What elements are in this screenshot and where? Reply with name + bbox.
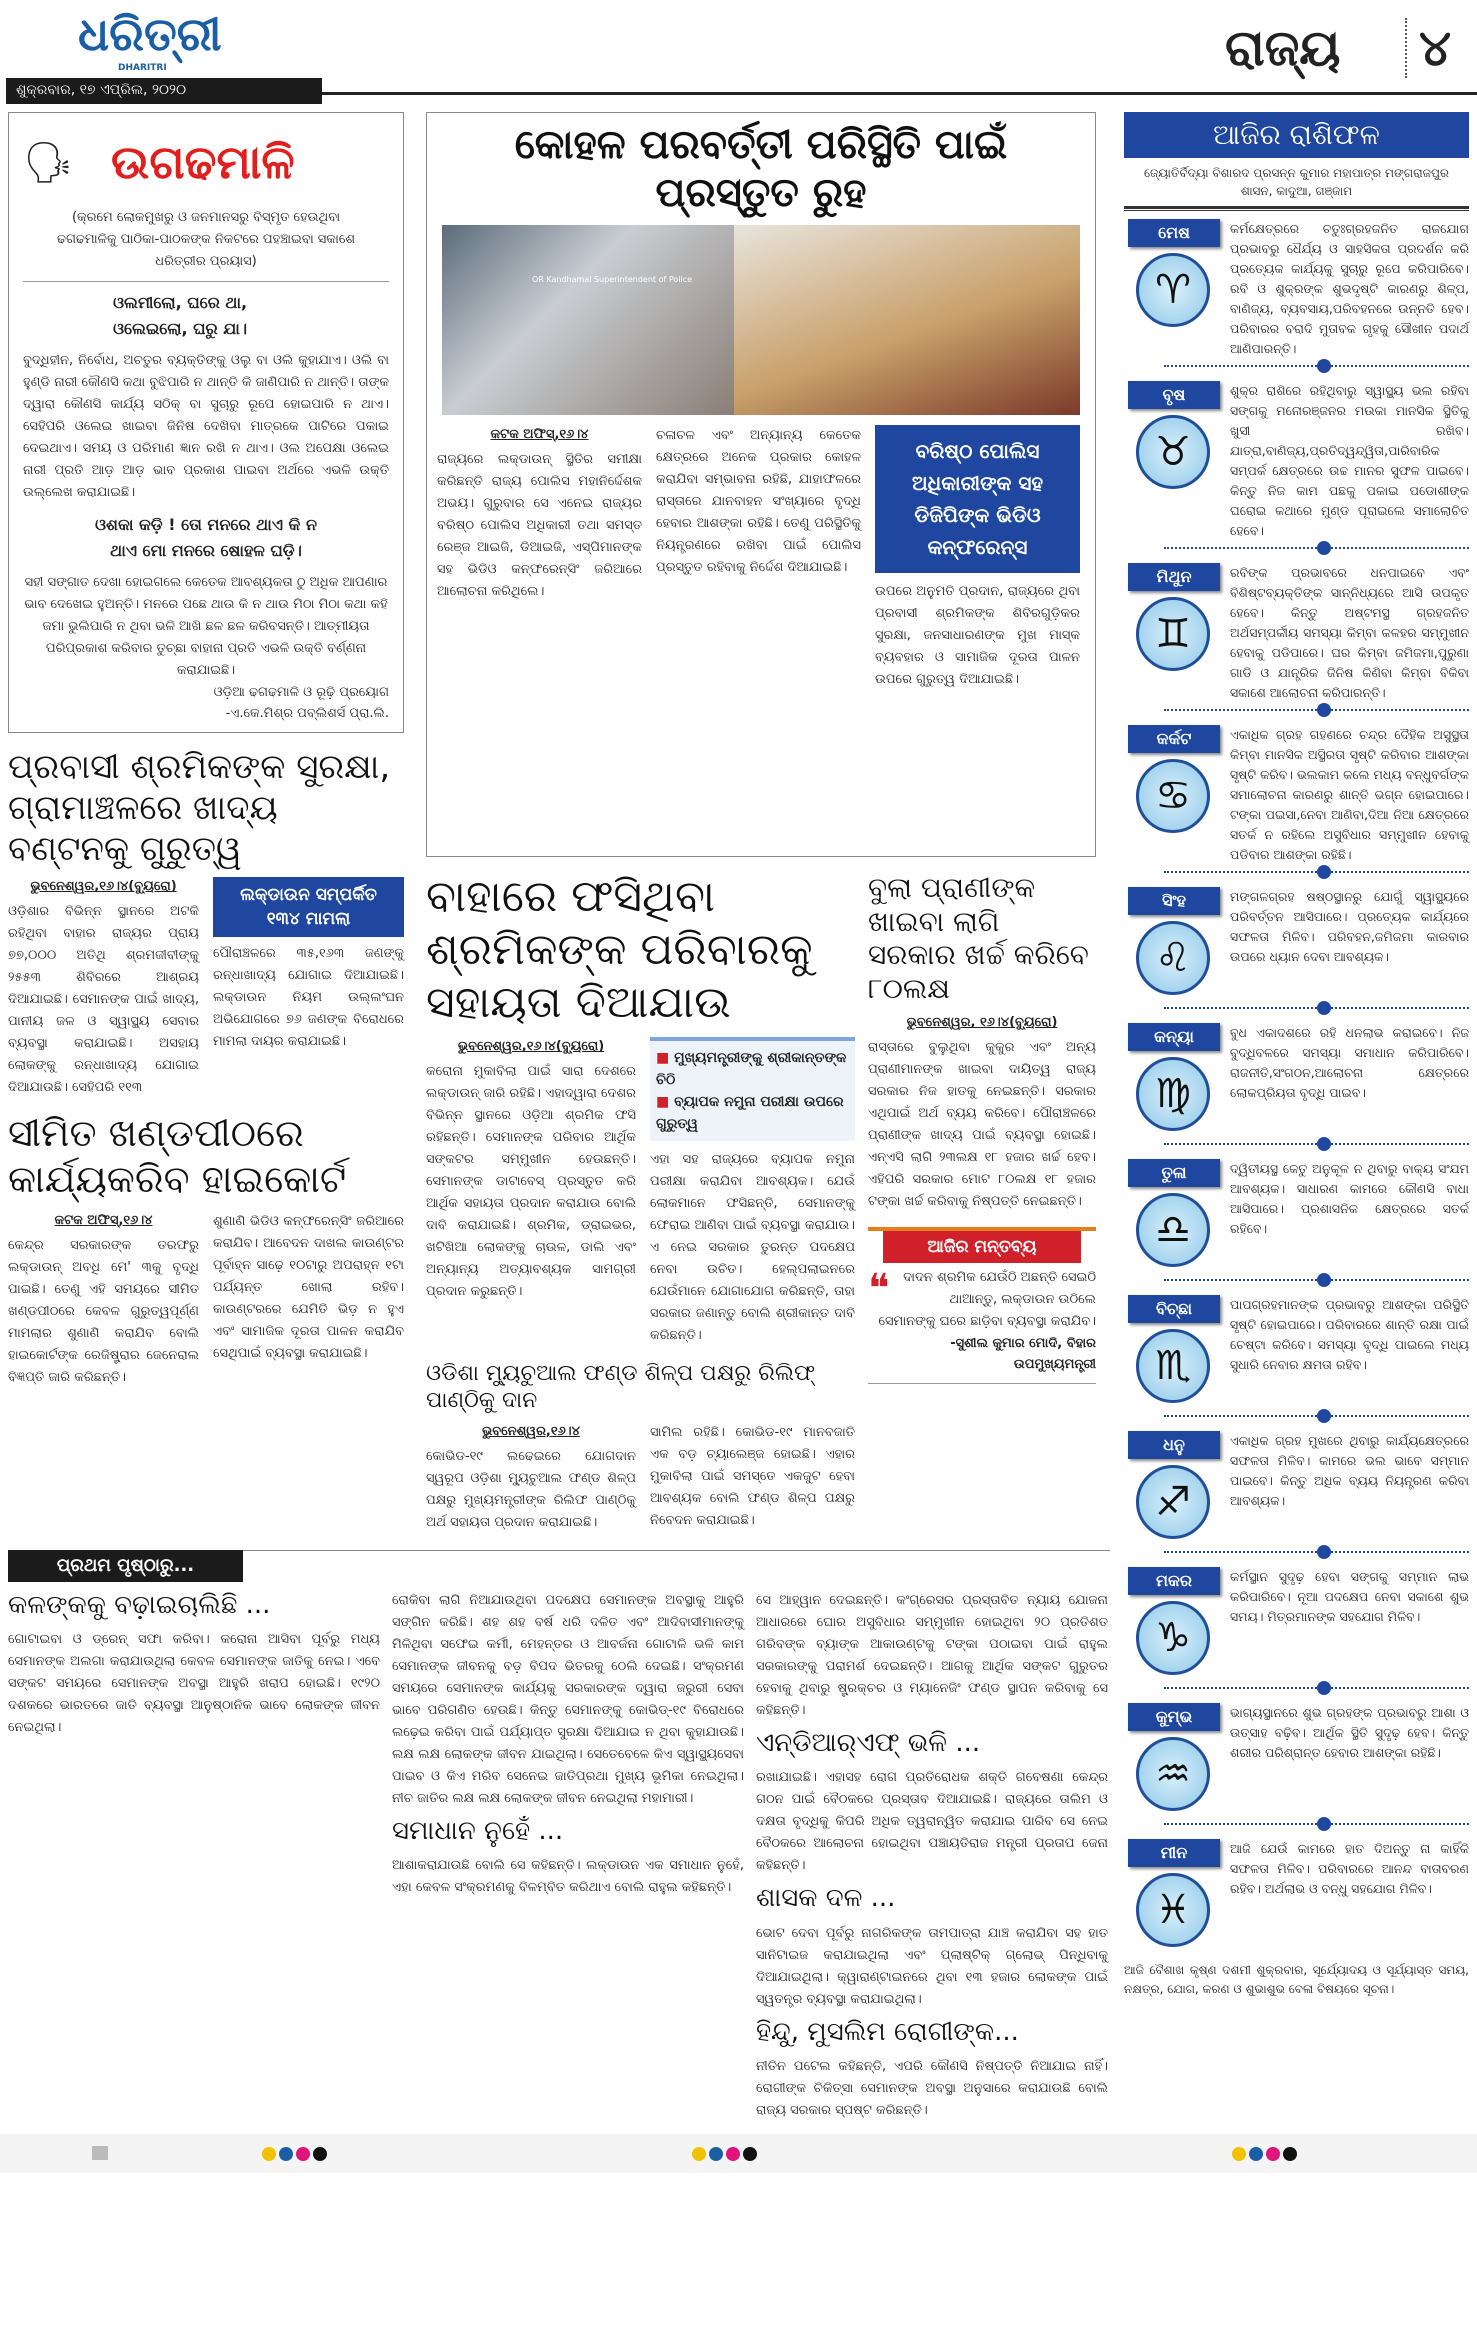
newspaper-logo: ଧରିତ୍ରୀ [78,7,222,61]
lead-column-3 [875,425,1080,691]
left-column [8,112,404,1389]
registration-dot [279,2147,293,2161]
horoscope-list [1124,219,1469,1953]
lead-body-1: ରାଜ୍ୟରେ ଲକ୍‌ଡାଉନ୍ ସ୍ଥିତିର ସମୀକ୍ଷା କରିଛନ୍ତି ରାଜ୍ୟ ପୋଲିସ ମହାନିର୍ଦ୍ଦେଶକ ଅଭୟ। ଗୁରୁବାର ସେ ଏନେଇ ରାଜ୍ୟର ବରିଷ୍ଠ ପୋଲିସ ଅଧିକାରୀ ତଥା ସମସ୍ତ ରେଞ୍ଜ ଆଇଜି, ଡିଆଇଜି, ଏସ୍‌ପିମାନଙ୍କ ସହ ଭିଡିଓ କନ୍‌ଫରେନ୍ସିଂ ଜରିଆରେ ଆଲୋଚନା କରିଥିଲେ। [437,452,642,599]
sign-forecast: ମଙ୍ଗଳଗ୍ରହ ଷଷ୍ଠସ୍ଥାନରୁ ଯୋଗୁଁ ସ୍ୱାସ୍ଥ୍ୟରେ ପରିବର୍ତ୍ତନ ଆସିପାରେ। ପ୍ରତ୍ୟେକ କାର୍ଯ୍ୟରେ ସଫଳତା ମିଳିବ। ପରିବହନ,ଜମିଜମା କାରବାର ଉପରେ ଧ୍ୟାନ ଦେବା ଆବଶ୍ୟକ। [1230,889,1469,964]
registration-dot [743,2147,757,2161]
registration-dot [296,2147,310,2161]
separator-dot-icon [1317,703,1331,717]
continued-headline: ଏନ୍‌ଡିଆର୍‌ଏଫ୍ ଭଳି ... [756,1728,981,1759]
sign-separator [1164,1687,1469,1699]
lead-subhead-box: ବରିଷ୍ଠ ପୋଲିସ ଅଧିକାରୀଙ୍କ ସହ ଡିଜିପିଙ୍କ ଭିଡିଓ କନ୍‌ଫରେନ୍ସ [875,425,1080,573]
registration-dot [1232,2147,1246,2161]
continued-text: ଭୋଟ ଦେବା ପୂର୍ବରୁ ନାଗରିକଙ୍କ ତାମପାତ୍ରା ଯାଞ୍ଚ କରାଯିବା ସହ ହାତ ସାନିଟାଇଜ କରାଯାଇଥିଲା ଏବଂ ପ୍ଲାଷ୍ଟିକ୍ ଗ୍ଲୋଭ୍ ପିନ୍ଧିବାକୁ ଦିଆଯାଇଥିଲା। କ୍ୱାରାଣ୍ଟାଇନରେ ଥିବା ୧୩ ହଜାର ଲୋକଙ୍କ ପାଇଁ ସ୍ୱତନ୍ତ୍ର ବ୍ୟବସ୍ଥା କରାଯାଇଥିଲା। [756,1925,1108,2007]
horoscope-title: ଆଜିର ରାଶିଫଳ [1124,112,1469,158]
masthead-divider [322,92,1477,95]
meeting-room-photo [734,225,1080,415]
pisces-icon: ♓ [1136,1873,1210,1947]
color-dots [692,2146,760,2165]
sign-separator [1164,1415,1469,1427]
continued-headline: ହିନ୍ଦୁ, ମୁସଲିମ ରୋଗୀଙ୍କ... [756,2016,1019,2047]
sign-forecast: ଶୁକ୍ର ରାଶିରେ ରହିଥିବାରୁ ସ୍ୱାସ୍ଥ୍ୟ ଭଲ ରହିବା ସଙ୍ଗକୁ ମନୋରଞ୍ଜନର ମଉକା ମାନସିକ ସ୍ଥିତିକୁ ଖୁସୀ ରଖିବ। ଯାତ୍ରା,ବାଣିଜ୍ୟ,ପ୍ରତିଦ୍ୱନ୍ଦ୍ୱିତା,ପାରିବାରିକ ସମ୍ପର୍କ କ୍ଷେତ୍ରରେ ଉଚ୍ଚ ମାନର ସୁଫଳ ପାଇବେ। କିନ୍ତୁ ନିଜ କାମ ପଛକୁ ପକାଇ ପଡୋଶୀଙ୍କ ଘରୋଇ କଥାରେ ମୁଣ୍ଡ ପୂରାଇଲେ ସମାଲୋଚିତ ହେବେ। [1230,383,1469,538]
section-title: ରାଜ୍ୟ [1225,19,1341,77]
migrants-dateline: ଭୁବନେଶ୍ୱର,୧୬।୪(ବ୍ୟୁରୋ) [30,879,177,895]
sign-forecast: କର୍ମକ୍ଷେତ୍ରରେ ଚତୁଃଗ୍ରହଜନିତ ରାଜଯୋଗ ପ୍ରଭାବରୁ ଧୈର୍ଯ୍ୟ ଓ ସାହସିକତା ପ୍ରଦର୍ଶନ କରି ପ୍ରତ୍ୟେକ କାର୍ଯ୍ୟକୁ ସୁଚାରୁ ରୂପେ କରିପାରିବେ। ରବି ଓ ଶୁକ୍ରଙ୍କ ଶୁଭଦୃଷ୍ଟି କାରଣରୁ ଶିଳ୍ପ, ବାଣିଜ୍ୟ, ବ୍ୟବସାୟ,ପରିବହନରେ ଉନ୍ନତି ହେବ। ପରିବାରର ବରାଦି ମୁତାବକ ଗୃହକୁ ସୌଖୀନ ପଦାର୍ଥ ଆଣିପାରନ୍ତି। [1230,221,1469,356]
highlight-item: ■ ବ୍ୟାପକ ନମୁନା ପରୀକ୍ଷା ଉପରେ ଗୁରୁତ୍ୱ [656,1094,844,1133]
sign-separator [1164,1143,1469,1155]
horoscope-sign [1124,1295,1469,1409]
continued-text: ନୀତିନ ପଟେଲ କହିଛନ୍ତି, ଏପରି କୌଣସି ନିଷ୍ପତ୍ତି ନିଆଯାଇ ନାହିଁ। ରୋଗୀଙ୍କ ଚିକିତ୍ସା ସେମାନଙ୍କ ଅବସ୍ଥା ଅନୁସାରେ କରାଯାଉଛି ବୋଲି ରାଜ୍ୟ ସରକାର ସ୍ପଷ୍ଟ କରିଛନ୍ତି। [756,2058,1108,2118]
continued-column-3 [756,1590,1108,2122]
issue-date: ଶୁକ୍ରବାର, ୧୭ ଏପ୍ରିଲ, ୨୦୨୦ [6,78,322,104]
ugha-mali-paragraph-1: ବୁଦ୍ଧିହୀନ, ନିର୍ବୋଧ, ଅଚତୁର ବ୍ୟକ୍ତିଙ୍କୁ ଓଲୁ ବା ଓଲି କୁହାଯାଏ। ଓଲି ବା ହୁଣ୍ଡି ନାରୀ କୌଣସି କଥା ବୁଝିପାରି ନ ଥାନ୍ତି କି ଜାଣିପାରି ନ ଥାନ୍ତି। ତାଙ୍କ ଦ୍ୱାରା କୌଣସି କାର୍ଯ୍ୟ ସଠିକ୍ ବା ସୁଚାରୁ ରୂପେ ହୋଇପାରି ନ ଥାଏ। ସେହିପରି ଓଲେଇ ଖାଇବା ଜିନିଷ ଦେଖିବା ମାତ୍ରକେ ପାଟିରେ ପକାଇ ଦେଇଥାଏ। ସମୟ ଓ ପରିମାଣ ଜ୍ଞାନ ରଖି ନ ଥାଏ। ଓଲ ଅପେକ୍ଷା ଓଲେଇ ନାରୀ ପ୍ରତି ଆଡ଼ ଆଡ଼ ଭାବ ପ୍ରକାଶ ପାଇବା ଅର୍ଥରେ ଏଭଳି ଉକ୍ତି ଉଲ୍ଲେଖ କରାଯାଇଛି। [23,353,389,500]
continued-label: ପ୍ରଥମ ପୃଷ୍ଠାରୁ... [8,1550,243,1582]
sign-forecast: ଦ୍ୱିତୀୟସ୍ଥ କେତୁ ଅନୁକୂଳ ନ ଥିବାରୁ ବାକ୍ୟ ସଂଯମ ଆବଶ୍ୟକ। ସାଧାରଣ କାମରେ କୌଣସି ବାଧା ଆସିପାରେ। ପ୍ରଶାସନିକ କ୍ଷେତ୍ରରେ ସତର୍କ ରହିବେ। [1230,1161,1469,1236]
horoscope-sign [1124,725,1469,865]
saying-one: ଓଲମୀଲୋ, ଘରେ ଥା, ଓଲେଇଲୋ, ଘରୁ ଯା। [113,293,248,338]
sign-separator [1164,547,1469,559]
photo-caption: OR Kandhamal Superintendent of Police [532,275,693,284]
quote-mark-icon: ❝ [868,1266,890,1313]
registration-dot [1283,2147,1297,2161]
migrants-body-2: ପୌରାଞ୍ଚଳରେ ୩୫,୧୬୩ ଜଣଙ୍କୁ ରନ୍ଧାଖାଦ୍ୟ ଯୋଗାଇ ଦିଆଯାଇଛି। ଲକ୍‌ଡାଉନ ନିୟମ ଉଲ୍ଲଂଘନ ଅଭିଯୋଗରେ ୭୬ ଜଣଙ୍କ ବିରୋଧରେ ମାମଲା ଦାୟର କରାଯାଇଛି। [213,946,404,1050]
sagittarius-icon: ♐ [1136,1465,1210,1539]
sign-name: କୁମ୍ଭ [1128,1703,1220,1731]
registration-dot [709,2147,723,2161]
color-dots [1232,2146,1300,2165]
sign-name: ତୁଳା [1128,1159,1220,1187]
center-lower-left [426,871,856,1534]
aquarius-icon: ♒ [1136,1737,1210,1811]
registration-dot [1266,2147,1280,2161]
center-column [426,112,1096,1534]
sign-forecast: ଏକାଧିକ ଗ୍ରହ ଗହଣରେ ଚନ୍ଦ୍ର ଦୈହିକ ଅସୁସ୍ଥତା କିମ୍ବା ମାନସିକ ଅସ୍ଥିରତା ସୃଷ୍ଟି କରିବାର ଆଶଙ୍କା ସୃଷ୍ଟି କରିବ। ଭଲକାମ କଲେ ମଧ୍ୟ ବନ୍ଧୁବର୍ଗଙ୍କ ସମାଲୋଚନା କାରଣରୁ ଶାନ୍ତି ଭଗ୍ନ ହୋଇପାରେ। ଟଙ୍କା ପଇସା,ନେବା ଆଣିବା,ଦିଆ ନିଆ କ୍ଷେତ୍ରରେ ସତର୍କ ନ ରହିଲେ ଅସୁବିଧାର ସମ୍ମୁଖୀନ ହେବାକୁ ପଡିବାର ଆଶଙ୍କା ରହିଛି। [1230,727,1469,862]
highcourt-dateline: କଟକ ଅଫିସ୍,୧୬।୪ [54,1212,153,1228]
capricorn-icon: ♑ [1136,1601,1210,1675]
video-conference-screen [442,225,734,415]
registration-dot [1249,2147,1263,2161]
sign-name: ମେଷ [1128,219,1220,247]
sign-name: ଧନୁ [1128,1431,1220,1459]
sign-separator [1164,709,1469,721]
animals-story [868,871,1096,1213]
mutual-fund-story [426,1361,856,1534]
migrants-column-1 [8,877,199,1099]
highcourt-body-1: କେନ୍ଦ୍ର ସରକାରଙ୍କ ତରଫରୁ ଲକ୍‌ଡାଉନ୍ ଅବଧି ମେ' ୩କୁ ବୃଦ୍ଧି ପାଇଛି। ତେଣୁ ଏହି ସମୟରେ ସୀମିତ ଖଣ୍ଡପୀଠରେ କେବଳ ଗୁରୁତ୍ୱପୂର୍ଣ୍ଣ ମାମଲାର ଶୁଣାଣି କରାଯିବ ବୋଲି ହାଇକୋର୍ଟଙ୍କ ରେଜିଷ୍ଟ୍ରାର ଜେନେରାଲ ବିଜ୍ଞପ୍ତି ଜାରି କରିଛନ୍ତି। [8,1237,199,1385]
horoscope-sign [1124,1431,1469,1545]
workers-highlights [650,1037,855,1141]
main-content [8,112,1110,2173]
workers-column-1 [426,1037,636,1303]
quote-title: ଆଜିର ମନ୍ତବ୍ୟ [883,1231,1081,1263]
animals-dateline: ଭୁବନେଶ୍ୱର, ୧୬।୪(ବ୍ୟୁରୋ) [906,1015,1058,1031]
sign-name: କନ୍ୟା [1128,1023,1220,1051]
migrants-column-2 [213,877,404,1053]
sign-separator [1164,1279,1469,1291]
continued-text: ସେ ଆହ୍ୱାନ ଦେଇଛନ୍ତି। କଂଗ୍ରେସର ପ୍ରସ୍ତାବିତ ନ୍ୟାୟ ଯୋଜନା ଆଧାରରେ ଘୋର ଅସୁବିଧାର ସମ୍ମୁଖୀନ ହୋଇଥିବା ୨୦ ପ୍ରତିଶତ ଗରିବଙ୍କ ବ୍ୟାଙ୍କ ଆକାଉଣ୍ଟକୁ ଟଙ୍କା ପଠାଇବା ପାଇଁ ରାହୁଲ ସରକାରଙ୍କୁ ପରାମର୍ଶ ଦେଇଛନ୍ତି। ଆଗକୁ ଆର୍ଥିକ ସଙ୍କଟ ଗୁରୁତର ହେବାକୁ ଥିବାରୁ ଷ୍ଟ୍ରକ୍ଚର ଓ ମ୍ୟାନେଜିଂ ଫଣ୍ଡ ସ୍ଥାପନ କରିବାକୁ ସେ କହିଛନ୍ତି। [756,1593,1108,1719]
highlight-text: ମୁଖ୍ୟମନ୍ତ୍ରୀଙ୍କୁ ଶ୍ରୀକାନ୍ତଙ୍କ ଚିଠି [656,1050,847,1089]
quote-author: -ସୁଶୀଲ କୁମାର ମୋଦି, ବିହାର ଉପମୁଖ୍ୟମନ୍ତ୍ରୀ [950,1336,1096,1373]
ugha-mali-paragraph-2: ସହୀ ସଙ୍ଗାତ ଦେଖା ହୋଇଗଲେ କେତେକ ଆବଶ୍ୟକତା ଠୁ ଅଧିକ ଆପଣାର ଭାବ ଦେଖେଇ ହୁଅନ୍ତି। ମନରେ ପଛେ ଥାଉ କି ନ ଥାଉ ମିଠା ମିଠା କଥା କହି ଜମା ଭୁଲିପାରି ନ ଥିବା ଭଳି ଆଖି ଛଳ ଛଳ କରିବସନ୍ତି। ଆତ୍ମୀୟତା ପରିପ୍ରକାଶ କରିବାର ତୁଚ୍ଛା ବାହାନା ପ୍ରତି ଏଭଳି ଉକ୍ତି ବର୍ଣ୍ଣନା କରାଯାଇଛି। [24,575,388,678]
horoscope-sign [1124,381,1469,541]
lead-body-3: ଉପରେ ଅନୁମତି ପ୍ରଦାନ, ରାଜ୍ୟରେ ଥିବା ପ୍ରବାସୀ ଶ୍ରମିକଙ୍କ ଶିବିରଗୁଡ଼ିକର ସୁରକ୍ଷା, ଜନସାଧାରଣଙ୍କ ମୁଖ ମାସ୍କ ବ୍ୟବହାର ଓ ସାମାଜିକ ଦୂରତା ପାଳନ ଉପରେ ଗୁରୁତ୍ୱ ଦିଆଯାଇଛି। [875,584,1080,687]
registration-dot [262,2147,276,2161]
sign-separator [1164,1007,1469,1019]
separator-dot-icon [1317,1001,1331,1015]
ugha-mali-title: ଉଗଢମାଳି [111,135,295,189]
separator-dot-icon [1317,541,1331,555]
quote-text: ଦାଦନ ଶ୍ରମିକ ଯେଉଁଠି ଅଛନ୍ତି ସେଇଠି ଥାଆନ୍ତୁ, ଲକ୍‌ଡାଉନ ଉଠିଲେ ସେମାନଙ୍କୁ ଘରେ ଛାଡ଼ିବା ବ୍ୟବସ୍ଥା କରାଯିବ। [878,1270,1096,1330]
mutual-fund-body-2: ସାମିଲ ରହିଛି। କୋଭିଡ-୧୯ ମାନବଜାତି ଏକ ବଡ଼ ଚ୍ୟାଲେଞ୍ଜ ହୋଇଛି। ଏହାର ମୁକାବିଲା ପାଇଁ ସମସ୍ତେ ଏକଜୁଟ ହେବା ଆବଶ୍ୟକ ବୋଲି ଫଣ୍ଡ ଶିଳ୍ପ ପକ୍ଷରୁ ନିବେଦନ କରାଯାଇଛି। [650,1425,855,1529]
sign-forecast: ବୁଧ ଏକାଦଶରେ ରହି ଧନଲାଭ କରାଇବେ। ନିଜ ବୁଦ୍ଧିବଳରେ ସମସ୍ୟା ସମାଧାନ କରିପାରିବେ। ରାଜନୀତି,ସଂଗଠନ,ଆଲୋଚନା କ୍ଷେତ୍ରରେ ଲୋକପ୍ରିୟତା ବୃଦ୍ଧି ପାଇବ। [1230,1025,1469,1100]
mutual-fund-dateline: ଭୁବନେଶ୍ୱର,୧୬।୪ [482,1424,580,1440]
horoscope-footer: ଆଜି ବୈଶାଖ କୃଷ୍ଣ ଦଶମୀ ଶୁକ୍ରବାର, ସୂର୍ଯ୍ୟୋଦୟ ଓ ସୂର୍ଯ୍ୟାସ୍ତ ସମୟ, ନକ୍ଷତ୍ର, ଯୋଗ, କରଣ ଓ ଶୁଭାଶୁଭ ବେଳା ବିଷୟରେ ସୂଚନା। [1124,1963,1469,1996]
center-lower-right [868,871,1096,1384]
separator-dot-icon [1317,1817,1331,1831]
lead-dateline: କଟକ ଅଫିସ୍,୧୬।୪ [490,427,589,442]
gemini-icon: ♊ [1136,597,1210,671]
ugha-mali-box [8,112,404,733]
separator-dot-icon [1317,1273,1331,1287]
highlight-text: ବ୍ୟାପକ ନମୁନା ପରୀକ୍ଷା ଉପରେ ଗୁରୁତ୍ୱ [656,1094,844,1133]
continued-column-2 [392,1590,744,1899]
continued-headline: କଳଙ୍କକୁ ବଢ଼ାଇଚାଲିଛି ... [8,1590,271,1621]
sign-name: ମିଥୁନ [1128,563,1220,591]
horoscope-sign [1124,1703,1469,1817]
quote-of-day [868,1227,1096,1384]
separator-dot-icon [1317,1409,1331,1423]
sign-separator [1164,871,1469,883]
animals-body: ରାସ୍ତାରେ ବୁଲୁଥିବା କୁକୁର ଏବଂ ଅନ୍ୟ ପ୍ରାଣୀମାନଙ୍କ ଖାଇବା ଦାୟିତ୍ୱ ରାଜ୍ୟ ସରକାର ନିଜ ହାତକୁ ନେଇଛନ୍ତି। ସରକାର ଏଥିପାଇଁ ଅର୍ଥ ବ୍ୟୟ କରିବେ। ପୌରାଞ୍ଚଳରେ ପ୍ରାଣୀଙ୍କ ଖାଦ୍ୟ ପାଇଁ ବ୍ୟବସ୍ଥା ହୋଇଛି। ଏନ୍‌ଏସି ଲାଗି ୨୩ଲକ୍ଷ ୧୮ ହଜାର ଖର୍ଚ୍ଚ ହେବ। ଏହିପରି ସରକାର ମୋଟ ୮୦ଲକ୍ଷ ୧୮ ହଜାର ଟଙ୍କା ଖର୍ଚ୍ଚ କରିବାକୁ ନିଷ୍ପତ୍ତି ନେଇଛନ୍ତି। [868,1040,1096,1210]
separator-dot-icon [1317,865,1331,879]
highcourt-story [8,1111,404,1388]
page-number: ୪ [1405,18,1451,78]
migrants-headline: ପ୍ରବାସୀ ଶ୍ରମିକଙ୍କ ସୁରକ୍ଷା, ଗ୍ରାମାଞ୍ଚଳରେ ଖାଦ୍ୟ ବଣ୍ଟନକୁ ଗୁରୁତ୍ୱ [8,747,391,869]
mutual-fund-body-1: କୋଭିଡ-୧୯ ଲଢେଇରେ ଯୋଗଦାନ ସ୍ୱରୂପ ଓଡ଼ିଶା ମ୍ୟୁଚୁଆଲ ଫଣ୍ଡ ଶିଳ୍ପ ପକ୍ଷରୁ ମୁଖ୍ୟମନ୍ତ୍ରୀଙ୍କ ରିଲିଫ ପାଣ୍ଠିକୁ ଅର୍ଥ ସହାୟତା ପ୍ରଦାନ କରାଯାଇଛି। [426,1449,636,1531]
ugha-mali-intro: (କ୍ରମେ ଲୋକମୁଖରୁ ଓ ଜନମାନସରୁ ବିସ୍ମୃତ ହେଉଥିବା ଢଗଢମାଳିକୁ ପାଠିକା-ପାଠକଙ୍କ ନିକଟରେ ପହଞ୍ଚାଇବା ସକାଶେ ଧରିତ୍ରୀର ପ୍ରୟାସ) [23,203,389,282]
virgo-icon: ♍ [1136,1057,1210,1131]
sign-name: ସିଂହ [1128,887,1220,915]
color-dots [262,2146,330,2165]
registration-dot [726,2147,740,2161]
cases-box: ଲକ୍‌ଡାଉନ ସମ୍ପର୍କିତ ୧୩୪ ମାମଲା [213,877,404,937]
sign-forecast: ରବିଙ୍କ ପ୍ରଭାବରେ ଧନପାଇବେ ଏବଂ ବିଶିଷ୍ଟବ୍ୟକ୍ତିଙ୍କ ସାନ୍ନିଧ୍ୟରେ ଆସି ଉପକୃତ ହେବେ। କିନ୍ତୁ ଅଷ୍ଟମସ୍ଥ ଗ୍ରହଜନିତ ଅର୍ଥସମ୍ପର୍କୀୟ ସମସ୍ୟା କିମ୍ବା କଳହର ସମ୍ମୁଖୀନ ହେବାକୁ ପଡିପାରେ। ଘର କିମ୍ବା ଜମିଜମା,ପୁରୁଣା ଗାଡି ଓ ଯାନ୍ତ୍ରିକ ଜିନିଷ କିଣିବା କିମ୍ବା ବିକିବା ସକାଶେ ଆଲୋଚନା କରିପାରନ୍ତି। [1230,565,1469,700]
horoscope-byline: ଜ୍ୟୋତିର୍ବିଦ୍ୟା ବିଶାରଦ ପ୍ରସନ୍ନ କୁମାର ମହାପାତ୍ର ମଙ୍ଗରାଜପୁର ଶାସନ, କାଦୁଆ, ଗଞ୍ଜାମ [1143,166,1450,198]
separator-dot-icon [1317,359,1331,373]
sign-forecast: କର୍ମସ୍ଥାନ ସୁଦୃଢ଼ ହେବା ସଙ୍ଗକୁ ସମ୍ମାନ ଲାଭ କରିପାରିବେ। ନୂଆ ପଦକ୍ଷେପ ନେବା ସକାଶେ ଶୁଭ ସମୟ। ମିତ୍ରମାନଙ୍କ ସହଯୋଗ ମିଳିବ। [1230,1569,1469,1624]
sign-name: ବୃଷ [1128,381,1220,409]
sign-separator [1164,1551,1469,1563]
continued-section [8,1550,1110,2122]
registration-dot [313,2147,327,2161]
continued-text: ଆଶାକରାଯାଉଛି ବୋଲି ସେ କହିଛନ୍ତି। ଲକ୍‌ଡାଉନ ଏକ ସମାଧାନ ନୁହେଁ, ଏହା କେବଳ ସଂକ୍ରମଣକୁ ବିଳମ୍ବିତ କରିଥାଏ ବୋଲି ରାହୁଲ କହିଛନ୍ତି। [392,1858,744,1896]
highcourt-body-2: ଶୁଣାଣି ଭିଡିଓ କନ୍‌ଫରେନ୍ସିଂ ଜରିଆରେ କରାଯିବ। ଆବେଦନ ଦାଖଲ କାଉଣ୍ଟର ପୂର୍ବାହ୍ନ ସାଢ଼େ ୧୦ଟାରୁ ଅପରାହ୍ନ ୧ଟା ପର୍ଯ୍ୟନ୍ତ ଖୋଲା ରହିବ। କାଉଣ୍ଟରରେ ଯେମିତି ଭିଡ଼ ନ ହୁଏ ଏବଂ ସାମାଜିକ ଦୂରତା ପାଳନ କରାଯିବ ସେଥିପାଇଁ ବ୍ୟବସ୍ଥା କରାଯାଇଛି। [213,1213,404,1361]
leo-icon: ♌ [1136,921,1210,995]
horoscope-sign [1124,1023,1469,1137]
workers-story [426,871,856,1347]
scorpio-icon: ♏ [1136,1329,1210,1403]
ugha-mali-source: ଓଡ଼ିଆ ଢଗଢମାଳି ଓ ରୂଢ଼ି ପ୍ରୟୋଗ -ଏ.କେ.ମିଶ୍ର ପବ୍ଲିଶର୍ସ ପ୍ରା.ଲି. [213,685,389,721]
workers-body-2: ଏହା ସହ ରାଜ୍ୟରେ ବ୍ୟାପକ ନମୁନା ପରୀକ୍ଷା କରାଯିବା ଆବଶ୍ୟକ। ଯେଉଁ ଲୋକମାନେ ଫସିଛନ୍ତି, ସେମାନଙ୍କୁ ଫେରାଇ ଆଣିବା ପାଇଁ ବ୍ୟବସ୍ଥା କରାଯାଉ। ଏ ନେଇ ସରକାର ତୁରନ୍ତ ପଦକ୍ଷେପ ନେବା ଉଚିତ। ହେଲ୍ପଲାଇନରେ ଯେଉଁମାନେ ଯୋଗାଯୋଗ କରିଛନ୍ତି, ତାହା ସରକାର ଜଣାନ୍ତୁ ବୋଲି ଶ୍ରୀକାନ୍ତ ଦାବି କରିଛନ୍ତି। [650,1152,855,1344]
separator-dot-icon [1317,1545,1331,1559]
cancer-icon: ♋ [1136,759,1210,833]
sign-name: ବିଚ୍ଛା [1128,1295,1220,1323]
taurus-icon: ♉ [1136,415,1210,489]
mutual-fund-column-1 [426,1422,636,1534]
horoscope-sign [1124,219,1469,359]
lead-story-box [426,112,1096,857]
sign-separator [1164,1823,1469,1835]
workers-dateline: ଭୁବନେଶ୍ୱର,୧୬।୪(ବ୍ୟୁରୋ) [457,1039,605,1055]
workers-column-2 [650,1037,855,1347]
separator-dot-icon [1317,1137,1331,1151]
horoscope-sign [1124,1839,1469,1953]
horoscope-sign [1124,563,1469,703]
horoscope-sign [1124,887,1469,1001]
sign-name: ମୀନ [1128,1839,1220,1867]
highlight-item: ■ ମୁଖ୍ୟମନ୍ତ୍ରୀଙ୍କୁ ଶ୍ରୀକାନ୍ତଙ୍କ ଚିଠି [656,1050,847,1089]
aries-icon: ♈ [1136,253,1210,327]
sign-forecast: ପାପଗ୍ରହମାନଙ୍କ ପ୍ରଭାବରୁ ଆଶଙ୍କା ପରିସ୍ଥିତି ସୃଷ୍ଟି ହୋଇପାରେ। ପରିବାରରେ ଶାନ୍ତି ରକ୍ଷା ପାଇଁ ଚେଷ୍ଟା କରିବେ। ସମସ୍ୟା ବୃଦ୍ଧି ପାଇଲେ ମଧ୍ୟ ସୁଧାରି ନେବାର କ୍ଷମତା ରହିବ। [1230,1297,1469,1372]
sign-name: ମକର [1128,1567,1220,1595]
continued-headline: ସମାଧାନ ନୁହେଁ ... [392,1816,564,1847]
sign-separator [1164,365,1469,377]
lead-photo [442,225,1080,415]
newspaper-logo-english: DHARITRI [118,63,167,73]
continued-text: ଗୋଟାଇବା ଓ ଡ୍ରେନ୍ ସଫା କରିବା। କରୋନା ଆସିବା ପୂର୍ବରୁ ମଧ୍ୟ ସେମାନଙ୍କ ଅଲଗା କରାଯାଉଥିଲା କେବଳ ସେମାନଙ୍କ ଜାତିକୁ ନେଇ। ଏବେ ସଙ୍କଟ ସମୟରେ ସେମାନଙ୍କ ଅବସ୍ଥା ଆହୁରି ଖରାପ ହୋଇଛି। ୧୯୨୦ ଦଶକରେ ଭାରତରେ ଜାତି ବ୍ୟବସ୍ଥା ଆନୁଷ୍ଠାନିକ ଭାବେ ଲୋକଙ୍କ ଜୀବନ ନେଇଥିଲା। [8,1632,380,1736]
workers-family-headline: ବାହାରେ ଫସିଥିବା ଶ୍ରମିକଙ୍କ ପରିବାରକୁ ସହାୟତା ଦିଆଯାଉ [426,871,813,1028]
lead-headline: କୋହଳ ପରବର୍ତ୍ତୀ ପରିସ୍ଥିତି ପାଇଁ ପ୍ରସ୍ତୁତ ରୁହ [514,122,1008,216]
horoscope-column [1124,112,1469,1999]
horoscope-sign [1124,1159,1469,1273]
highcourt-column-1 [8,1211,199,1389]
sign-forecast: ଏକାଧିକ ଗ୍ରହ ମୁଖରେ ଥିବାରୁ କାର୍ଯ୍ୟକ୍ଷେତ୍ରରେ ସଫଳତା ମିଳିବ। କାମରେ ଭଲ ଭାବେ ସମ୍ମାନ ପାଇବେ। କିନ୍ତୁ ଅଧିକ ବ୍ୟୟ ନିୟନ୍ତ୍ରଣ କରିବା ଆବଶ୍ୟକ। [1230,1433,1469,1508]
sign-forecast: ଭାଗ୍ୟସ୍ଥାନରେ ଶୁଭ ଗ୍ରହଙ୍କ ପ୍ରଭାବରୁ ଆଶା ଓ ଉତ୍ସାହ ବଢ଼ିବ। ଆର୍ଥିକ ସ୍ଥିତି ସୁଦୃଢ଼ ହେବ। କିନ୍ତୁ ଶରୀର ପରିଶ୍ରାନ୍ତ ହେବାର ଆଶଙ୍କା ରହିଛି। [1230,1705,1469,1760]
cartoon-faces-icon: 🗣 [23,139,74,186]
registration-dot [692,2147,706,2161]
continued-column-1 [8,1590,380,1739]
workers-body-1: କରୋନା ମୁକାବିଲା ପାଇଁ ସାରା ଦେଶରେ ଲକ୍‌ଡାଉନ୍ ଜାରି ରହିଛି। ଏହାଦ୍ୱାରା ଦେଶର ବିଭିନ୍ନ ସ୍ଥାନରେ ଓଡ଼ିଆ ଶ୍ରମିକ ଫସି ରହିଛନ୍ତି। ସେମାନଙ୍କ ପରିବାର ଆର୍ଥିକ ସଙ୍କଟର ସମ୍ମୁଖୀନ ହେଉଛନ୍ତି। ସେମାନଙ୍କ ଡାଟାବେସ୍ ପ୍ରସ୍ତୁତ କରି ଆର୍ଥିକ ସହାୟତା ପ୍ରଦାନ କରାଯାଉ ବୋଲି ଦାବି କରାଯାଇଛି। ଶ୍ରମିକ, ଡ୍ରାଇଭର, ଖଟିଖିଆ ଲୋକଙ୍କୁ ଚାଉଳ, ଡାଲି ଏବଂ ଅନ୍ୟାନ୍ୟ ଅତ୍ୟାବଶ୍ୟକ ସାମଗ୍ରୀ ପ୍ରଦାନ କରୁଛନ୍ତି। [426,1064,636,1300]
highcourt-headline: ସୀମିତ ଖଣ୍ଡପୀଠରେ କାର୍ଯ୍ୟକରିବ ହାଇକୋର୍ଟ [8,1111,347,1201]
continued-headline: ଶାସକ ଦଳ ... [756,1883,896,1914]
crop-mark [92,2146,108,2160]
libra-icon: ♎ [1136,1193,1210,1267]
lead-column-1 [437,425,642,603]
continued-text: ରୋକିବା ଲାଗି ନିଆଯାଉଥିବା ପଦକ୍ଷେପ ସେମାନଙ୍କ ଅବସ୍ଥାକୁ ଆହୁରି ସଙ୍ଗିନ କରିଛି। ଶହ ଶହ ବର୍ଷ ଧରି ଦଳିତ ଏବଂ ଆଦିବାସୀମାନଙ୍କୁ ମିଳିଥିବା ସଫେଇ କର୍ମୀ, ମେହନ୍ତର ଓ ଆବର୍ଜନା ଗୋଟାଳି ଭଳି କାମ ସେମାନଙ୍କ ଜୀବନକୁ ବଡ଼ ବିପଦ ଭିତରକୁ ଠେଲି ଦେଇଛି। ସଂକ୍ରମଣ ସମୟରେ ସେମାନଙ୍କ କାର୍ଯ୍ୟକୁ ସରକାରଙ୍କ ଦ୍ୱାରା ଜରୁରୀ ସେବା ଭାବେ ପରିଗଣିତ ହେଉଛି। କିନ୍ତୁ ସେମାନଙ୍କୁ କୋଭିଡ୍-୧୯ ବିରୋଧରେ ଲଢ଼େଇ କରିବା ପାଇଁ ପର୍ଯ୍ୟାପ୍ତ ସୁରକ୍ଷା ଦିଆଯାଇ ନ ଥିବା କୁହାଯାଉଛି। ଲକ୍ଷ ଲକ୍ଷ ଲୋକଙ୍କ ଜୀବନ ଯାଇଥିଲା। ସେତେବେଳେ କିଏ ସ୍ୱାସ୍ଥ୍ୟସେବା ପାଇବ ଓ କିଏ ମରିବ ସେନେଇ ଜାତିପ୍ରଥା ମୁଖ୍ୟ ଭୂମିକା ନେଇଥିଲା। ନୀଚ ଜାତିର ଲକ୍ଷ ଲକ୍ଷ ଲୋକଙ୍କ ଜୀବନ ନେଇଥିଲା ମହାମାରୀ। [392,1593,744,1807]
horoscope-sign [1124,1567,1469,1681]
sign-name: କର୍କଟ [1128,725,1220,753]
sign-forecast: ଆଜି ଯେଉଁ କାମରେ ହାତ ଦିଅନ୍ତୁ ନା କାହିଁକି ସଫଳତା ମିଳିବ। ପରିବାରରେ ଆନନ୍ଦ ବାତାବରଣ ରହିବ। ଅର୍ଥଲାଭ ଓ ବନ୍ଧୁ ସହଯୋଗ ମିଳିବ। [1230,1841,1469,1896]
lead-body-2: ଚଳାଚଳ ଏବଂ ଅନ୍ୟାନ୍ୟ କେତେକ କ୍ଷେତ୍ରରେ ଅନେକ ପ୍ରକାର କୋହଳ କରାଯିବା ସମ୍ଭାବନା ରହିଛି, ଯାହାଫଳରେ ରାସ୍ତାରେ ଯାନବାହନ ସଂଖ୍ୟାରେ ବୃଦ୍ଧି ହେବାର ଆଶଙ୍କା ରହିଛି। ତେଣୁ ପରିସ୍ଥିତିକୁ ନିୟନ୍ତ୍ରଣରେ ରଖିବା ପାଇଁ ପୋଲିସ ପ୍ରସ୍ତୁତ ରହିବାକୁ ନିର୍ଦ୍ଦେଶ ଦିଆଯାଇଛି। [656,428,861,575]
horoscope-divider [1124,206,1469,211]
migrants-story [8,747,404,1099]
migrants-body-1: ଓଡ଼ିଶାର ବିଭିନ୍ନ ସ୍ଥାନରେ ଅଟକି ରହିଥିବା ବାହାର ରାଜ୍ୟର ପ୍ରାୟ ୭୭,୦୦୦ ଅତିଥି ଶ୍ରମଜୀବୀଙ୍କୁ ୨୫୫୩ ଶିବିରରେ ଆଶ୍ରୟ ଦିଆଯାଇଛି। ସେମାନଙ୍କ ପାଇଁ ଖାଦ୍ୟ, ପାନୀୟ ଜଳ ଓ ସ୍ୱାସ୍ଥ୍ୟ ସେବାର ବ୍ୟବସ୍ଥା କରାଯାଇଛି। ଅସହାୟ ଲୋକଙ୍କୁ ରନ୍ଧାଖାଦ୍ୟ ଯୋଗାଇ ଦିଆଯାଉଛି। ସେହିପରି ୧୧୩ [8,904,199,1096]
animals-headline: ବୁଲା ପ୍ରାଣୀଙ୍କ ଖାଇବା ଲାଗି ସରକାର ଖର୍ଚ୍ଚ କରିବେ ୮୦ଲକ୍ଷ [868,871,1089,1005]
separator-dot-icon [1317,1681,1331,1695]
registration-marks [0,2134,1477,2173]
mutual-fund-headline: ଓଡିଶା ମ୍ୟୁଚୁଆଲ ଫଣ୍ଡ ଶିଳ୍ପ ପକ୍ଷରୁ ରିଲିଫ୍ ପାଣ୍ଠିକୁ ଦାନ [426,1361,816,1413]
saying-two: ଓଶକା କଡ଼ି ! ତୋ ମନରେ ଥାଏ କି ନ ଥାଏ ମୋ ମନରେ ଷୋହଳ ଘଡ଼ି। [95,515,317,560]
continued-text: ରଖାଯାଇଛି। ଏହାସହ ରୋଗ ପ୍ରତିରୋଧକ ଶକ୍ତି ଗବେଷଣା କେନ୍ଦ୍ର ଗଠନ ପାଇଁ ବୈଠକରେ ପ୍ରସ୍ତାବ ଦିଆଯାଇଛି। ରାଜ୍ୟରେ ତାଲିମ ଓ ଦକ୍ଷତା ବୃଦ୍ଧିକୁ କିପରି ଅଧିକ ତ୍ୱରାନ୍ୱିତ କରାଯାଇ ପାରିବ ସେ ନେଇ ବୈଠକରେ ଆଲୋଚନା ହୋଇଥିବା ପଞ୍ଚାୟତିରାଜ ମନ୍ତ୍ରୀ ପ୍ରତାପ ଜେନା କହିଛନ୍ତି। [756,1770,1108,1874]
